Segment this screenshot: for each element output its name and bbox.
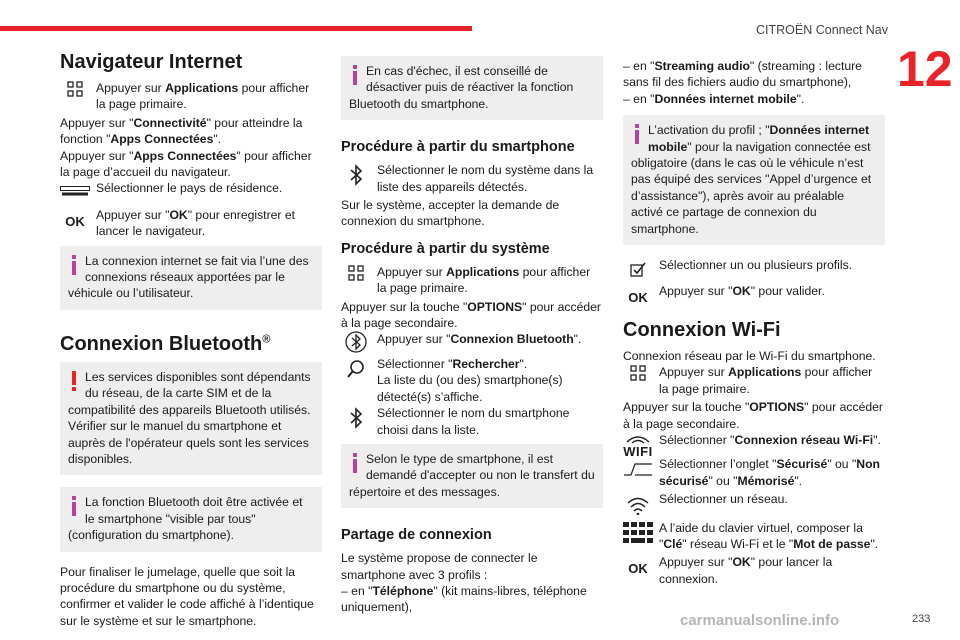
heading-navigateur: Navigateur Internet — [60, 51, 243, 73]
wifi-icon — [623, 497, 653, 515]
page-number: 233 — [912, 613, 931, 625]
info-icon — [633, 124, 640, 144]
running-title: CITROËN Connect Nav — [756, 23, 888, 37]
step-profils: Sélectionner un ou plusieurs profils. — [623, 257, 885, 273]
ok-icon: OK — [628, 290, 648, 306]
column-1 — [60, 50, 322, 629]
bluetooth-icon — [341, 409, 371, 427]
step-clavier: A l’aide du clavier virtuel, composer la "Clé" réseau Wi-Fi et le "Mot de passe". — [623, 520, 885, 553]
paragraph-jumelage: Pour finaliser le jumelage, quelle que soit la procédure du smartphone ou du système, confirmer et valider le code affiché à l’identique sur le système et sur le smartphone. — [60, 564, 314, 628]
search-icon — [341, 360, 371, 378]
step-options-3: Appuyer sur la touche "OPTIONS" pour accéder à la page secondaire. — [623, 400, 883, 431]
keyboard-icon — [623, 524, 653, 542]
column-3 — [623, 50, 885, 589]
chapter-number: 12 — [897, 41, 953, 97]
bluetooth-settings-icon — [341, 333, 371, 351]
profile-telephone: – en "Téléphone" (kit mains-libres, téléphone uniquement), — [341, 583, 587, 615]
info-icon — [70, 496, 77, 516]
step-rechercher: Sélectionner "Rechercher". La liste du (ou des) smartphone(s) détecté(s) s’affiche. — [341, 356, 603, 405]
step-applications-2: Appuyer sur Applications pour afficher la page primaire. — [341, 264, 603, 297]
step-select-smartphone: Sélectionner le nom du smartphone choisi dans la liste. — [341, 405, 603, 438]
ok-icon: OK — [628, 561, 648, 577]
profile-donnees: – en "Données internet mobile". — [623, 91, 805, 106]
info-box-bluetooth: La fonction Bluetooth doit être activée et le smartphone "visible par tous" (configuration du smartphone). — [60, 487, 322, 551]
bluetooth-icon — [341, 166, 371, 184]
wifi-label-icon: WIFI — [623, 432, 653, 462]
step-ok-valider: OK Appuyer sur "OK" pour valider. — [623, 283, 885, 299]
heading-procedure-systeme: Procédure à partir du système — [341, 240, 550, 257]
info-icon — [70, 255, 77, 275]
profile-streaming: – en "Streaming audio" (streaming : lecture sans fil des fichiers audio du smartphone), — [623, 59, 862, 90]
step-applications-3: Appuyer sur Applications pour afficher la page primaire. — [623, 364, 885, 397]
heading-bluetooth: Connexion Bluetooth® — [60, 332, 271, 355]
checkbox-icon — [623, 261, 653, 279]
warning-icon — [70, 371, 77, 391]
partage-intro: Le système propose de connecter le smartphone avec 3 profils : — [341, 551, 538, 582]
apps-grid-icon — [623, 364, 653, 382]
info-box-transfert: Selon le type de smartphone, il est demandé d'accepter ou non le transfert du répertoire et des messages. — [341, 444, 603, 508]
wifi-intro: Connexion réseau par le Wi-Fi du smartphone. — [623, 348, 876, 363]
step-applications: Appuyer sur Applications pour afficher la page primaire. — [60, 80, 322, 113]
info-box-activation: L’activation du profil ; "Données internet mobile" pour la navigation connectée est obligatoire (dans le cas où le véhicule n’est pas équipé des services "Appel d’urgence et d’assistance"), après avoir au préalable activé ce partage de connexion du smartphone. — [623, 115, 885, 245]
step-ok: OK Appuyer sur "OK" pour enregistrer et lancer le navigateur. — [60, 207, 322, 240]
warning-box-services: Les services disponibles sont dépendants du réseau, de la carte SIM et de la compatibilité des appareils Bluetooth utilisés. Vérifier sur le manuel du smartphone et auprès de l'opérateur quels sont les services disponibles. — [60, 362, 322, 475]
step-accept: Sur le système, accepter la demande de connexion du smartphone. — [341, 198, 560, 229]
info-box-connexion: La connexion internet se fait via l’une des connexions réseaux apportées par le véhicule ou l’utilisateur. — [60, 246, 322, 310]
apps-grid-icon — [60, 80, 90, 98]
step-connexion-bluetooth: Appuyer sur "Connexion Bluetooth". — [341, 331, 603, 347]
tabs-icon — [623, 460, 653, 478]
step-reseau: Sélectionner un réseau. — [623, 491, 885, 507]
step-onglet: Sélectionner l’onglet "Sécurisé" ou "Non sécurisé" ou "Mémorisé". — [623, 456, 885, 489]
apps-grid-icon — [341, 264, 371, 282]
step-pays: Sélectionner le pays de résidence. — [60, 180, 322, 196]
step-connectivite: Appuyer sur "Connectivité" pour atteindre la fonction "Apps Connectées". — [60, 115, 303, 147]
info-icon — [351, 453, 358, 473]
watermark: carmanualsonline.info — [680, 612, 840, 629]
info-box-echec: En cas d'échec, il est conseillé de désactiver puis de réactiver la fonction Bluetooth du smartphone. — [341, 56, 603, 120]
step-options: Appuyer sur la touche "OPTIONS" pour accéder à la page secondaire. — [341, 299, 601, 331]
step-apps-connectees: Appuyer sur "Apps Connectées" pour afficher la page d’accueil du navigateur. — [60, 148, 312, 180]
header-accent-bar — [0, 26, 472, 31]
ok-icon: OK — [65, 213, 85, 229]
dropdown-list-icon — [60, 184, 90, 202]
heading-procedure-smartphone: Procédure à partir du smartphone — [341, 139, 575, 156]
column-2 — [341, 50, 603, 616]
heading-partage: Partage de connexion — [341, 527, 492, 544]
heading-wifi: Connexion Wi-Fi — [623, 318, 781, 341]
step-select-system: Sélectionner le nom du système dans la liste des appareils détectés. — [341, 162, 603, 195]
step-connexion-wifi: WIFI Sélectionner "Connexion réseau Wi-Fi". — [623, 432, 885, 448]
step-ok-connexion: OK Appuyer sur "OK" pour lancer la connexion. — [623, 554, 885, 587]
info-icon — [351, 65, 358, 85]
